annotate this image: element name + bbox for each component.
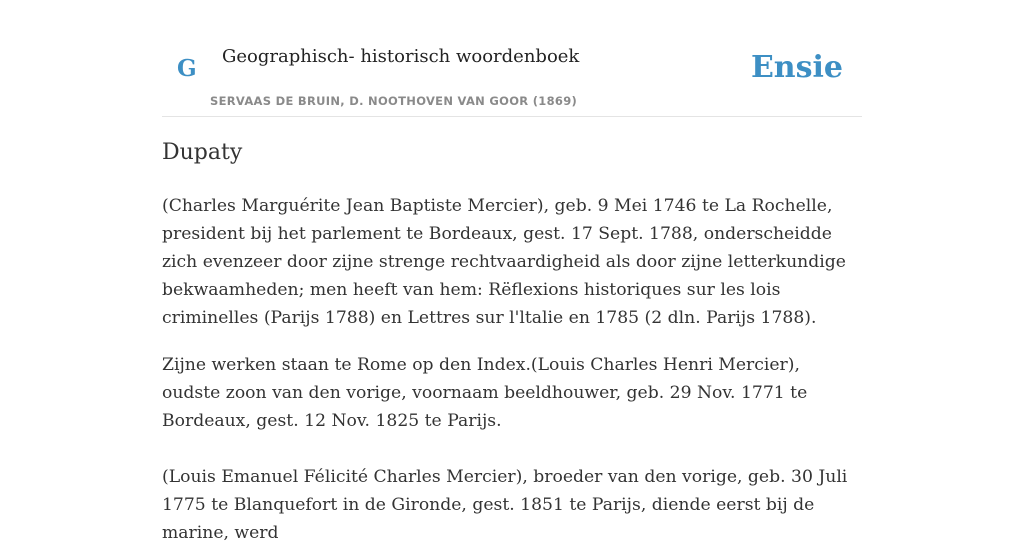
entry-paragraph: (Louis Emanuel Félicité Charles Mercier), broeder van den vorige, geb. 30 Juli 1775 te Blanquefort in de Gironde, gest. 1851 te Parijs, diende eerst bij de marine, werd <box>162 467 848 543</box>
book-title[interactable]: Geographisch- historisch woordenboek <box>222 46 580 67</box>
book-logo-icon[interactable]: G <box>177 55 197 82</box>
page <box>162 0 862 543</box>
entry-title: Dupaty <box>162 140 243 165</box>
entry-paragraph: Zijne werken staan te Rome op den Index.(Louis Charles Henri Mercier), oudste zoon van den vorige, voornaam beeldhouwer, geb. 29 Nov. 1771 te Bordeaux, gest. 12 Nov. 1825 te Parijs. <box>162 355 808 431</box>
book-authors: SERVAAS DE BRUIN, D. NOOTHOVEN VAN GOOR (1869) <box>210 94 578 108</box>
entry-paragraph: (Charles Marguérite Jean Baptiste Mercier), geb. 9 Mei 1746 te La Rochelle, president bij het parlement te Bordeaux, gest. 17 Sept. 1788, onderscheidde zich evenzeer door zijne strenge rechtvaardigheid als door zijne letterkundige bekwaamheden; men heeft van hem: Rëflexions historiques sur les lois criminelles (Parijs 1788) en Lettres sur l'ltalie en 1785 (2 dln. Parijs 1788). <box>162 196 846 328</box>
brand-logo[interactable]: Ensie <box>750 50 843 85</box>
page-header <box>162 0 862 117</box>
